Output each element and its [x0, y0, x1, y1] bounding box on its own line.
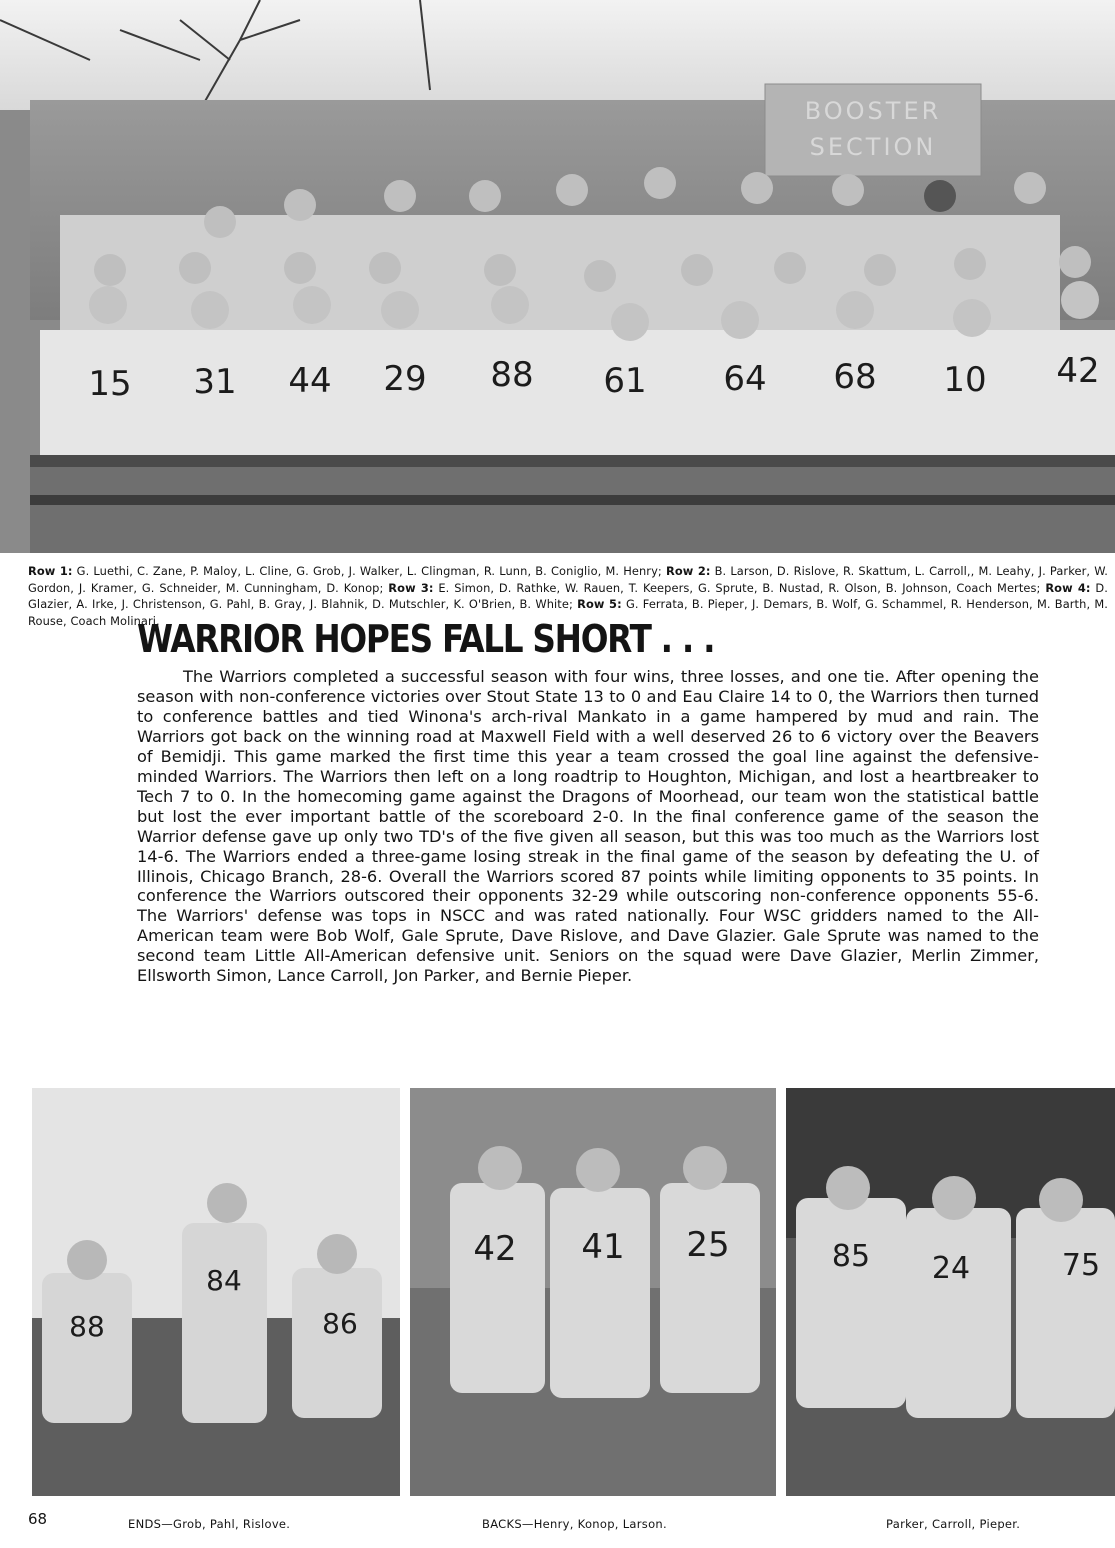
row-names: E. Simon, D. Rathke, W. Rauen, T. Keepers, G. Sprute, B. Nustad, R. Olson, B. Johnson, Coach Mertes; [438, 580, 1041, 595]
ends-caption: ENDS—Grob, Pahl, Rislove. [128, 1517, 291, 1531]
article-headline: WARRIOR HOPES FALL SHORT . . . [137, 617, 715, 661]
jersey-number: 84 [206, 1264, 242, 1297]
backs-photo-image [410, 1088, 776, 1496]
jersey-number: 31 [193, 362, 237, 402]
backs-caption: BACKS—Henry, Konop, Larson. [482, 1517, 667, 1531]
jersey-number: 24 [931, 1251, 971, 1286]
jersey-number: 15 [88, 364, 132, 404]
team-photo-image [0, 0, 1115, 553]
ends-photo [32, 1088, 400, 1496]
row-label: Row 1: [28, 564, 73, 578]
backs-photo [410, 1088, 776, 1496]
row-label: Row 4: [1045, 580, 1091, 595]
article-body [137, 667, 1039, 986]
jersey-number: 68 [833, 357, 877, 397]
article-paragraph: The Warriors completed a successful season with four wins, three losses, and one tie. After opening the season with non-conference victories over Stout State 13 to 0 and Eau Claire 14 to 0, the Warriors then turned to conference battles and tied Winona's arch-rival Mankato in a game hampered by mud and rain. The Warriors got back on the winning road at Maxwell Field with a well deserved 26 to 6 victory over the Beavers of Bemidji. This game marked the first time this year a team crossed the goal line against the defensive-minded Warriors. The Warriors then left on a long roadtrip to Houghton, Michigan, and lost a heartbreaker to Tech 7 to 0. In the homecoming game against the Dragons of Moorhead, our team won the statistical battle but lost the ever important battle of the scoreboard 2-0. In the final conference game of the season the Warrior defense gave up only two TD's of the five given all season, but this was too much as the Warriors lost 14-6. The Warriors ended a three-game losing streak in the final game of the season by defeating the U. of Illinois, Chicago Branch, 28-6. Overall the Warriors scored 87 points while limiting opponents to 35 points. In conference the Warriors outscored their opponents 32-29 while outscoring non-conference opponents 55-6. The Warriors' defense was tops in NSCC and was rated nationally. Four WSC gridders named to the All-American team were Bob Wolf, Gale Sprute, Dave Rislove, and Dave Glazier. Gale Sprute was named to the second team Little All-American defensive unit. Seniors on the squad were Dave Glazier, Merlin Zimmer, Ellsworth Simon, Lance Carroll, Jon Parker, and Bernie Pieper. [137, 667, 1039, 986]
jersey-number: 41 [581, 1227, 625, 1267]
row-label: Row 3: [388, 580, 434, 595]
jersey-number: 42 [473, 1229, 517, 1269]
row-label: Row 2: [665, 564, 711, 578]
jersey-number: 44 [288, 361, 332, 401]
row-names: D. Glazier, A. Irke, J. Christenson, G. Pahl, B. Gray, J. Blahnik, D. Mutschler, K. O'Brien, B. White; [28, 580, 1108, 611]
jersey-number: 64 [723, 359, 767, 399]
jersey-number: 88 [490, 355, 534, 395]
jersey-number: 29 [383, 359, 427, 399]
team-photo [0, 0, 1115, 553]
row-names: G. Ferrata, B. Pieper, J. Demars, B. Wolf, G. Schammel, R. Henderson, M. Barth, M. Rouse, Coach Molinari. [28, 597, 1109, 628]
row-names: G. Luethi, C. Zane, P. Maloy, L. Cline, G. Grob, J. Walker, L. Clingman, R. Lunn, B. Coniglio, M. Henry; [76, 564, 662, 578]
jersey-number: 42 [1056, 351, 1100, 391]
seniors-caption: Parker, Carroll, Pieper. [886, 1517, 1021, 1531]
jersey-number: 61 [603, 361, 647, 401]
booster-sign-line2: SECTION [809, 133, 937, 161]
row-label: Row 5: [577, 597, 622, 611]
jersey-number: 88 [69, 1310, 105, 1343]
seniors-photo [786, 1088, 1115, 1496]
page-number: 68 [28, 1510, 48, 1528]
jersey-number: 75 [1061, 1248, 1101, 1283]
row-names: B. Larson, D. Rislove, R. Skattum, L. Carroll,, M. Leahy, J. Parker, W. Gordon, J. Kramer, G. Schneider, M. Cunningham, D. Konop; [28, 564, 1108, 595]
booster-sign-line1: BOOSTER [804, 97, 942, 125]
seniors-photo-image [786, 1088, 1115, 1496]
jersey-number: 86 [322, 1307, 358, 1340]
jersey-number: 10 [943, 360, 987, 400]
jersey-number: 85 [831, 1239, 871, 1274]
jersey-number: 25 [686, 1225, 730, 1265]
ends-photo-image [32, 1088, 400, 1496]
